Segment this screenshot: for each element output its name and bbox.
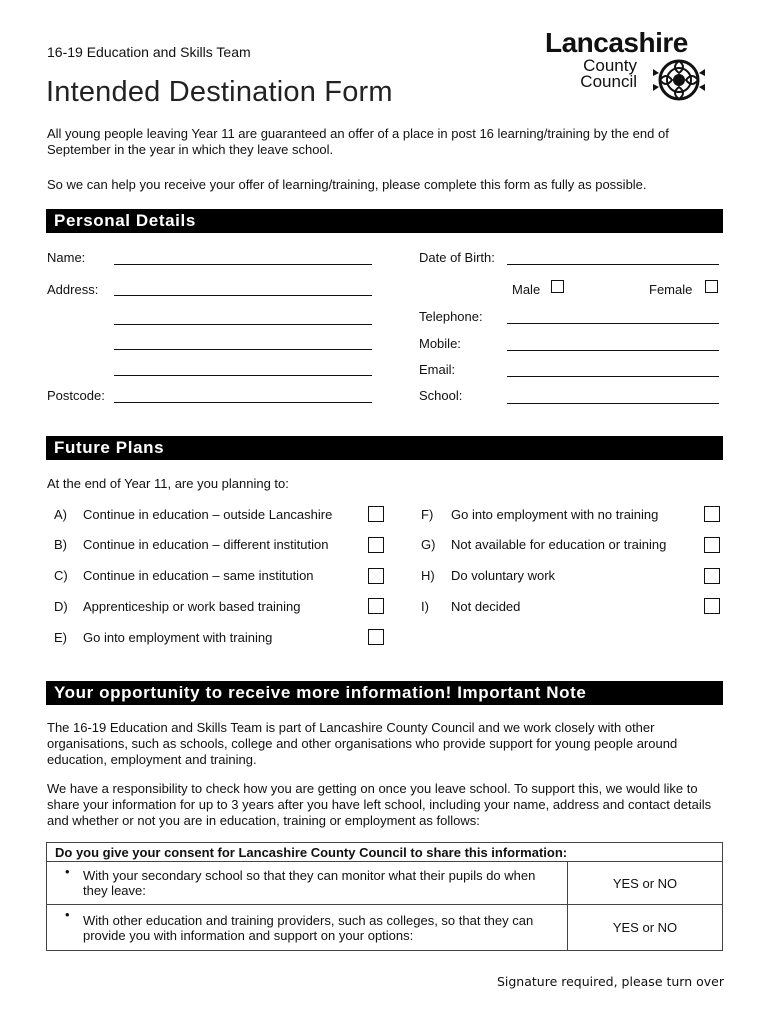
mobile-field[interactable] bbox=[507, 350, 719, 351]
option-h-checkbox[interactable] bbox=[704, 568, 720, 584]
name-field[interactable] bbox=[114, 264, 372, 265]
option-f-letter: F) bbox=[421, 507, 434, 522]
team-name: 16-19 Education and Skills Team bbox=[47, 44, 251, 60]
logo-sub-text bbox=[571, 58, 637, 90]
option-f-text: Go into employment with no training bbox=[451, 507, 659, 522]
section-personal-details: Personal Details bbox=[46, 209, 723, 233]
address-field-1[interactable] bbox=[114, 295, 372, 296]
option-g-letter: G) bbox=[421, 537, 436, 552]
signature-note: Signature required, please turn over bbox=[496, 974, 724, 989]
name-label: Name: bbox=[47, 250, 86, 265]
consent-table bbox=[46, 842, 723, 951]
female-label: Female bbox=[649, 282, 693, 297]
dob-field[interactable] bbox=[507, 264, 719, 265]
bullet-icon: • bbox=[65, 864, 70, 879]
bullet-icon: • bbox=[65, 907, 70, 922]
info-paragraph-1: The 16-19 Education and Skills Team is part of Lancashire County Council and we work closely with other organisations, such as schools, college and other organisations who provide support for young people around education, employment and training. bbox=[47, 720, 678, 767]
option-c-letter: C) bbox=[54, 568, 68, 583]
page-title: Intended Destination Form bbox=[46, 76, 393, 108]
address-field-3[interactable] bbox=[114, 349, 372, 350]
option-b-checkbox[interactable] bbox=[368, 537, 384, 553]
option-e-letter: E) bbox=[54, 630, 67, 645]
option-d-letter: D) bbox=[54, 599, 68, 614]
dob-label: Date of Birth: bbox=[419, 250, 495, 265]
option-i-text: Not decided bbox=[451, 599, 521, 614]
logo-county: County bbox=[583, 56, 637, 75]
telephone-field[interactable] bbox=[507, 323, 719, 324]
consent-row-1-text: With your secondary school so that they can monitor what their pupils do when they leave: bbox=[83, 868, 536, 898]
option-d-text: Apprenticeship or work based training bbox=[83, 599, 301, 614]
consent-row-text bbox=[47, 905, 568, 951]
option-e-text: Go into employment with training bbox=[83, 630, 273, 645]
option-h-text: Do voluntary work bbox=[451, 568, 556, 583]
info-paragraph-2: We have a responsibility to check how you are getting on once you leave school. To support this, we would like to share your information for up to 3 years after you have left school, including your name, address and contact details and whether or not you are in education, training or employment as follows: bbox=[47, 781, 712, 828]
option-c-checkbox[interactable] bbox=[368, 568, 384, 584]
consent-row-2-text: With other education and training providers, such as colleges, so that they can provide you with information and support on your options: bbox=[83, 912, 534, 943]
option-a-checkbox[interactable] bbox=[368, 506, 384, 522]
option-a-letter: A) bbox=[54, 507, 67, 522]
option-g-text: Not available for education or training bbox=[451, 537, 667, 552]
council-logo bbox=[545, 27, 725, 107]
male-checkbox[interactable] bbox=[551, 280, 564, 293]
logo-main-text: Lancashire bbox=[545, 27, 688, 58]
telephone-label: Telephone: bbox=[419, 309, 483, 324]
email-label: Email: bbox=[419, 362, 456, 377]
address-field-4[interactable] bbox=[114, 375, 372, 376]
red-rose-icon bbox=[649, 55, 707, 105]
future-question: At the end of Year 11, are you planning to: bbox=[47, 476, 289, 491]
intro-paragraph-2: So we can help you receive your offer of learning/training, please complete this form as fully as possible. bbox=[47, 177, 647, 192]
option-h-letter: H) bbox=[421, 568, 435, 583]
logo-council: Council bbox=[580, 72, 637, 91]
option-f-checkbox[interactable] bbox=[704, 506, 720, 522]
option-i-checkbox[interactable] bbox=[704, 598, 720, 614]
option-e-checkbox[interactable] bbox=[368, 629, 384, 645]
mobile-label: Mobile: bbox=[419, 336, 461, 351]
option-d-checkbox[interactable] bbox=[368, 598, 384, 614]
consent-row bbox=[47, 905, 723, 951]
consent-row-text bbox=[47, 862, 568, 905]
male-label: Male bbox=[512, 282, 541, 297]
option-g-checkbox[interactable] bbox=[704, 537, 720, 553]
address-field-2[interactable] bbox=[114, 324, 372, 325]
consent-row-1-answer[interactable]: YES or NO bbox=[568, 862, 723, 905]
consent-row-2-answer[interactable]: YES or NO bbox=[568, 905, 723, 951]
option-a-text: Continue in education – outside Lancashire bbox=[83, 507, 333, 522]
female-checkbox[interactable] bbox=[705, 280, 718, 293]
section-important-note: Your opportunity to receive more information! Important Note bbox=[46, 681, 723, 705]
school-field[interactable] bbox=[507, 403, 719, 404]
postcode-field[interactable] bbox=[114, 402, 372, 403]
address-label: Address: bbox=[47, 282, 99, 297]
postcode-label: Postcode: bbox=[47, 388, 105, 403]
option-b-text: Continue in education – different institution bbox=[83, 537, 329, 552]
section-future-plans: Future Plans bbox=[46, 436, 723, 460]
option-c-text: Continue in education – same institution bbox=[83, 568, 314, 583]
email-field[interactable] bbox=[507, 376, 719, 377]
intro-paragraph-1: All young people leaving Year 11 are guaranteed an offer of a place in post 16 learning/training by the end of September in the year in which they leave school. bbox=[47, 126, 669, 157]
option-i-letter: I) bbox=[421, 599, 429, 614]
consent-row bbox=[47, 862, 723, 905]
option-b-letter: B) bbox=[54, 537, 67, 552]
consent-heading: Do you give your consent for Lancashire County Council to share this information: bbox=[47, 843, 723, 862]
school-label: School: bbox=[419, 388, 463, 403]
